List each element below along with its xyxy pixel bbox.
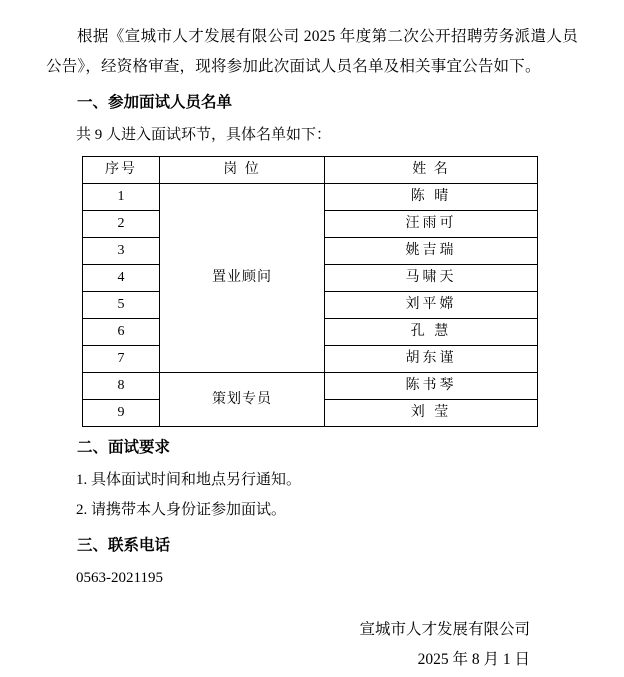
table-header-no: 序号	[83, 157, 160, 184]
row-no: 7	[83, 346, 160, 373]
row-no: 1	[83, 184, 160, 211]
row-name: 姚吉瑞	[325, 238, 538, 265]
section-three-title: 三、联系电话	[77, 537, 171, 554]
table-row	[83, 184, 538, 211]
section-two-item-1: 1. 具体面试时间和地点另行通知。	[76, 472, 302, 488]
section-two-item-2: 2. 请携带本人身份证参加面试。	[76, 502, 287, 518]
row-post-merged-1: 置业顾问	[160, 184, 325, 373]
section-one-title: 一、参加面试人员名单	[77, 94, 233, 111]
row-name: 刘 莹	[325, 400, 538, 427]
row-no: 8	[83, 373, 160, 400]
row-no: 2	[83, 211, 160, 238]
row-name: 马啸天	[325, 265, 538, 292]
row-name: 汪雨可	[325, 211, 538, 238]
row-name: 陈书琴	[325, 373, 538, 400]
row-name: 陈 晴	[325, 184, 538, 211]
table-row	[83, 373, 538, 400]
row-no: 6	[83, 319, 160, 346]
contact-phone: 0563-2021195	[76, 570, 163, 586]
row-name: 胡东谨	[325, 346, 538, 373]
signature-date: 2025 年 8 月 1 日	[417, 651, 530, 668]
interview-name-table	[82, 156, 538, 427]
section-two-title: 二、面试要求	[77, 439, 171, 456]
table-header-row	[83, 157, 538, 184]
row-no: 4	[83, 265, 160, 292]
table-header-name: 姓 名	[325, 157, 538, 184]
row-name: 刘平嫦	[325, 292, 538, 319]
row-no: 9	[83, 400, 160, 427]
intro-paragraph: 根据《宣城市人才发展有限公司 2025 年度第二次公开招聘劳务派遣人员公告》，经资格审查，现将参加此次面试人员名单及相关事宜公告如下。	[46, 28, 578, 75]
row-no: 5	[83, 292, 160, 319]
row-post-merged-2: 策划专员	[160, 373, 325, 427]
row-no: 3	[83, 238, 160, 265]
row-name: 孔 慧	[325, 319, 538, 346]
section-one-subline: 共 9 人进入面试环节，具体名单如下：	[76, 127, 332, 143]
signature-organization: 宣城市人才发展有限公司	[359, 621, 530, 638]
table-header-post: 岗 位	[160, 157, 325, 184]
signature-block	[46, 615, 578, 675]
